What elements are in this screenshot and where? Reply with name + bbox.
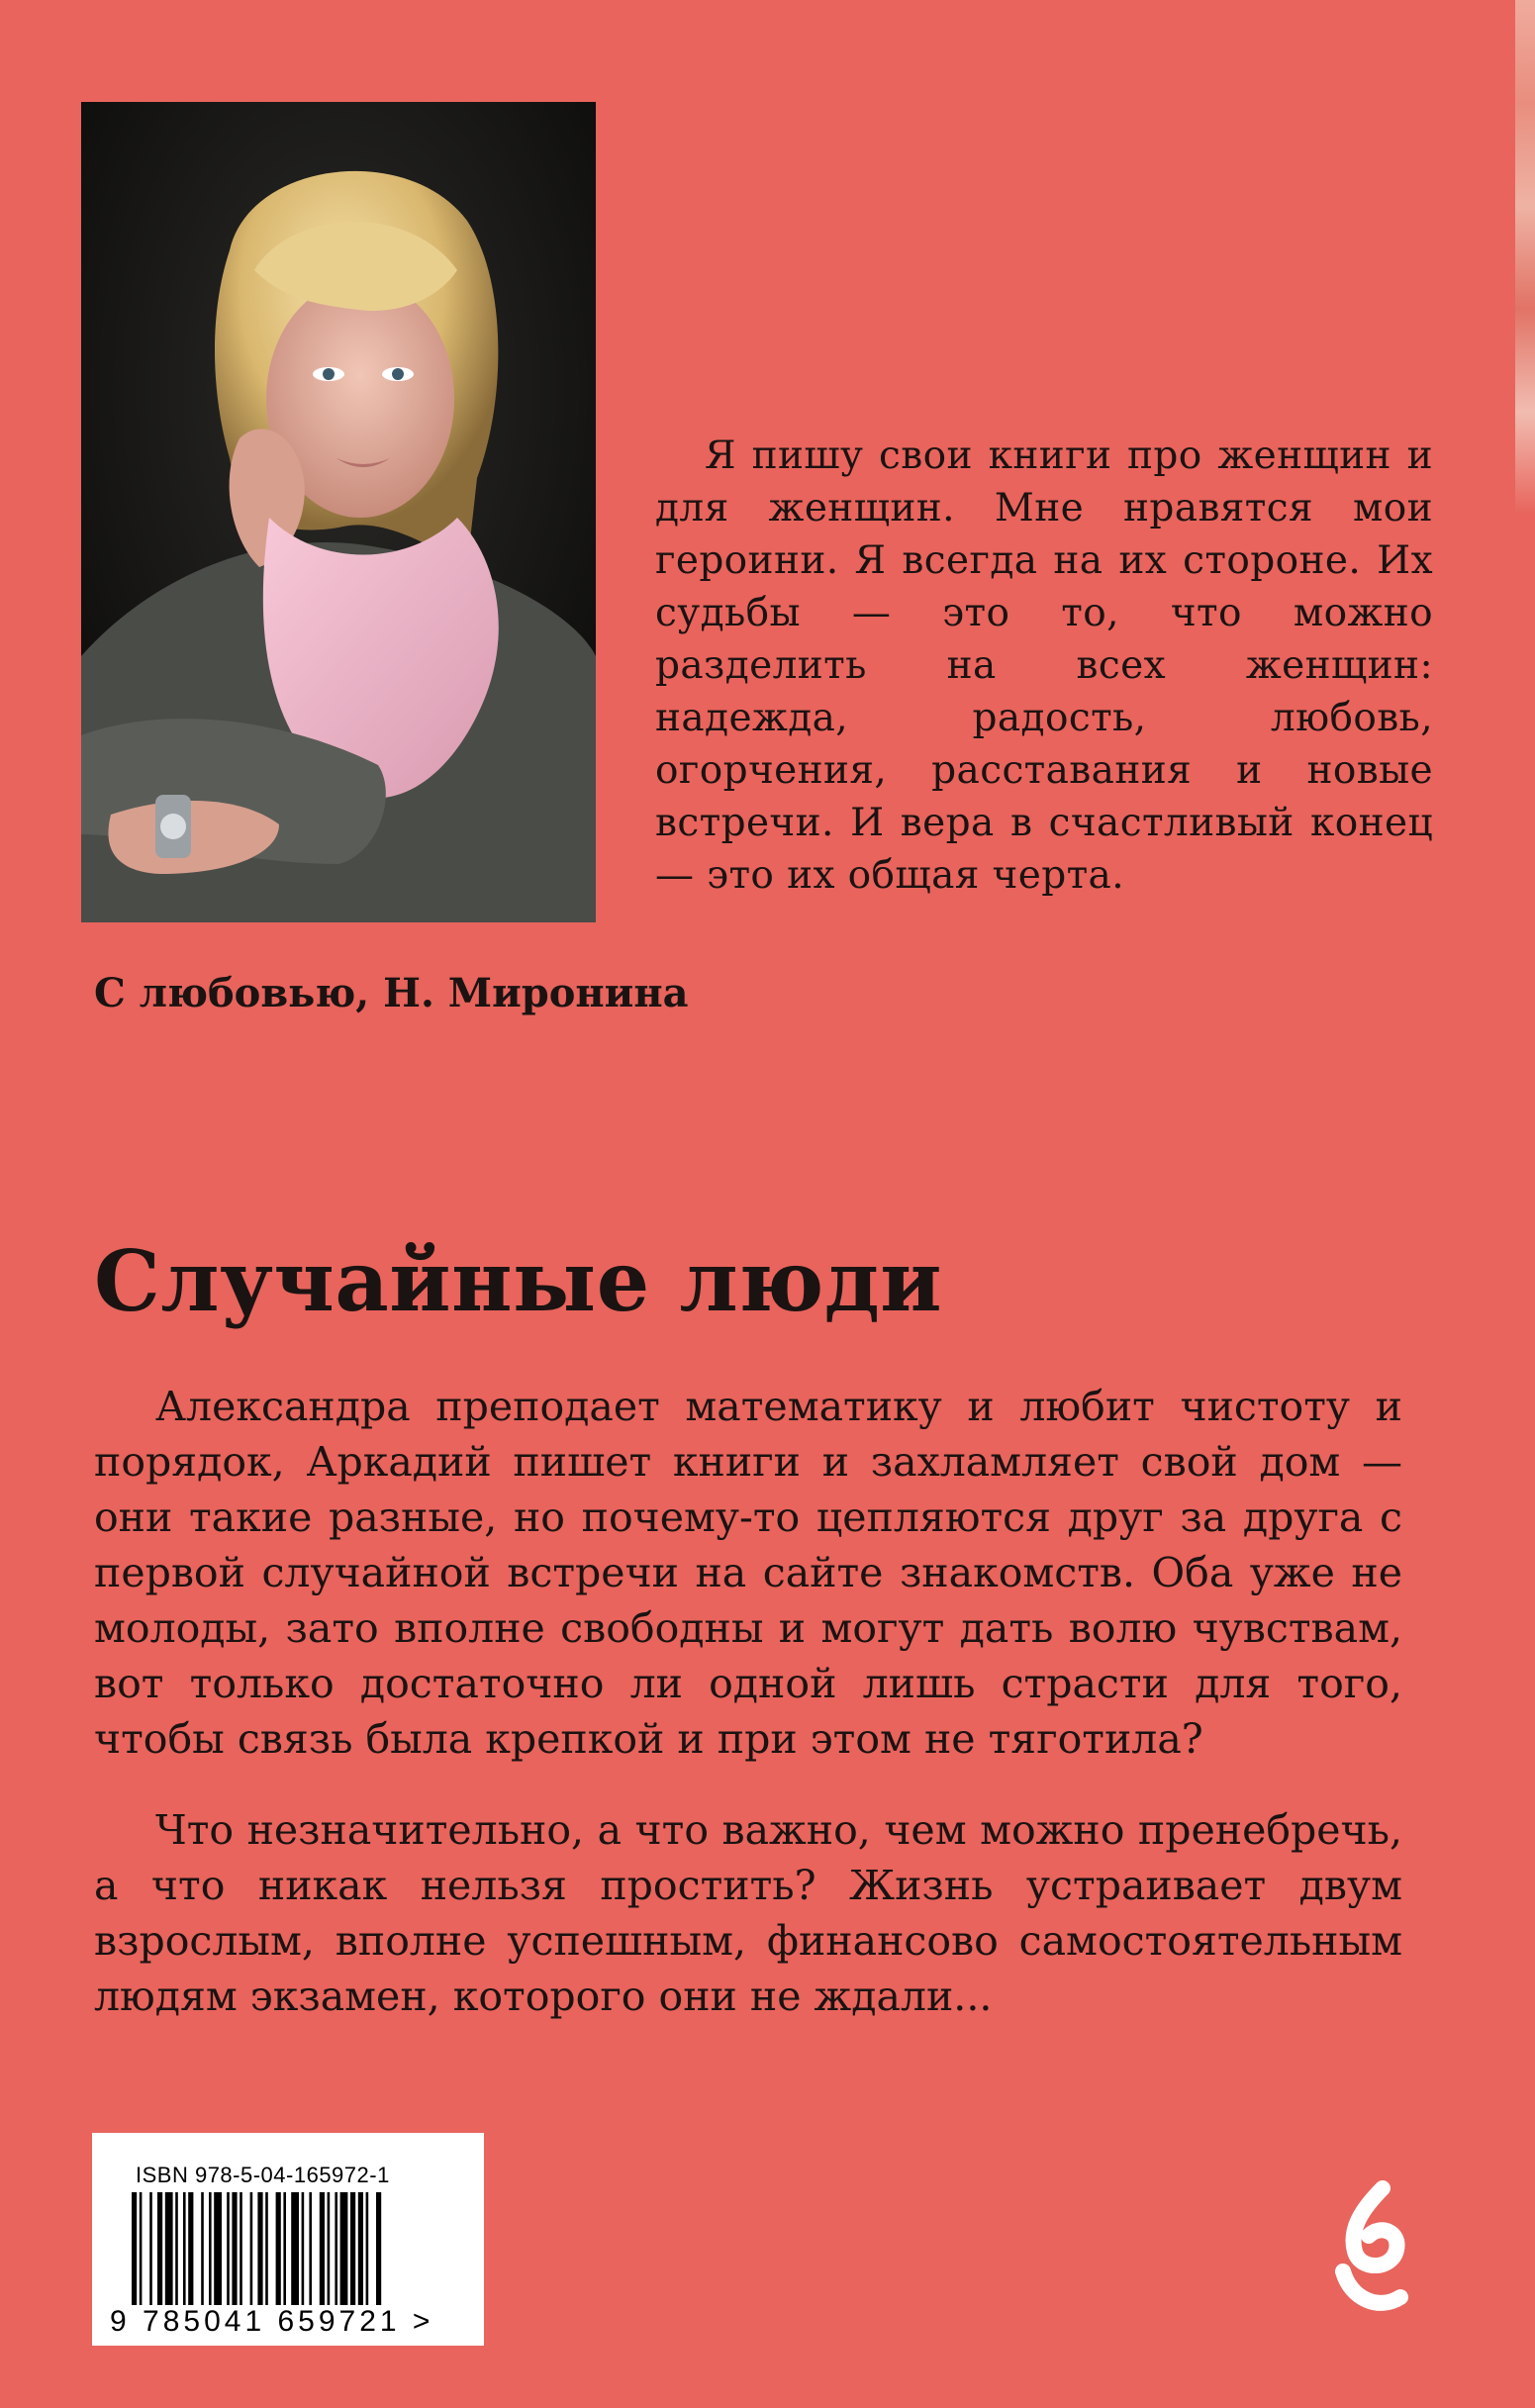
barcode-bar xyxy=(328,2192,331,2305)
barcode-bar xyxy=(188,2192,193,2305)
annotation-paragraph: Александра преподает математику и любит чистоту и порядок, Аркадий пишет книги и захламляет свой дом — они такие разные, но почему-то цепляются друг за друга с первой случайной встречи на сайте знакомств. Оба уже не молоды, зато вполне свободны и могут дать волю чувствам, вот только достаточно ли одной лишь страсти для того, чтобы связь была крепкой и при этом не тяготила? xyxy=(94,1383,1402,1763)
annotation-paragraph: Что незначительно, а что важно, чем можно пренебречь, а что никак нельзя простить? Жизнь устраивает двум взрослым, вполне успешным, финансово самостоятельным людям экзамен, которого они не ждали... xyxy=(94,1806,1402,2020)
author-signature: С любовью, Н. Миронина xyxy=(94,970,689,1016)
barcode-bar xyxy=(276,2192,281,2305)
author-photo xyxy=(81,102,596,922)
publisher-logo-graphic xyxy=(1331,2180,1410,2315)
isbn-digits: 9 785041 659721 > xyxy=(110,2305,434,2338)
barcode-bar xyxy=(240,2192,242,2305)
eksmo-logo-icon xyxy=(1331,2180,1410,2315)
barcode-bar xyxy=(376,2192,381,2305)
barcode-bar xyxy=(366,2192,369,2305)
barcode-bar xyxy=(265,2192,268,2305)
isbn-barcode-block xyxy=(92,2133,484,2346)
barcode-bar xyxy=(201,2192,204,2305)
barcode-bar xyxy=(302,2192,305,2305)
barcode-bar xyxy=(214,2192,222,2305)
barcode-bar xyxy=(250,2192,253,2305)
barcode-bar xyxy=(140,2192,143,2305)
barcode-bar xyxy=(157,2192,162,2305)
author-portrait-image xyxy=(81,102,596,922)
barcode-bar xyxy=(358,2192,363,2305)
barcode-bar xyxy=(350,2192,355,2305)
barcode-bar xyxy=(232,2192,237,2305)
barcode-bar xyxy=(320,2192,325,2305)
barcode-bar xyxy=(257,2192,262,2305)
barcode-bar xyxy=(291,2192,299,2305)
barcode-bar xyxy=(165,2192,173,2305)
barcode-bar xyxy=(309,2192,312,2305)
barcode-bar xyxy=(175,2192,178,2305)
barcode-bar xyxy=(227,2192,230,2305)
barcode-bar xyxy=(209,2192,212,2305)
isbn-label: ISBN 978-5-04-165972-1 xyxy=(136,2163,390,2187)
barcode-bar xyxy=(132,2192,137,2305)
barcode-graphic xyxy=(132,2192,458,2305)
barcode-bar xyxy=(149,2192,152,2305)
barcode-bar xyxy=(335,2192,337,2305)
book-title: Случайные люди xyxy=(94,1232,943,1330)
author-quote-text: Я пишу свои книги про женщин и для женщин. Мне нравятся мои героини. Я всегда на их стороне. Их судьбы — это то, что можно разделить на всех женщин: надежда, радость, любовь, огорчения, расставания и новые встречи. И вера в счастливый конец — это их общая черта. xyxy=(655,433,1433,898)
book-annotation xyxy=(94,1379,1402,2060)
barcode-bar xyxy=(283,2192,286,2305)
cover-edge-strip xyxy=(1515,0,1535,515)
barcode-bar xyxy=(340,2192,348,2305)
barcode-bar xyxy=(183,2192,186,2305)
author-quote xyxy=(655,430,1433,902)
